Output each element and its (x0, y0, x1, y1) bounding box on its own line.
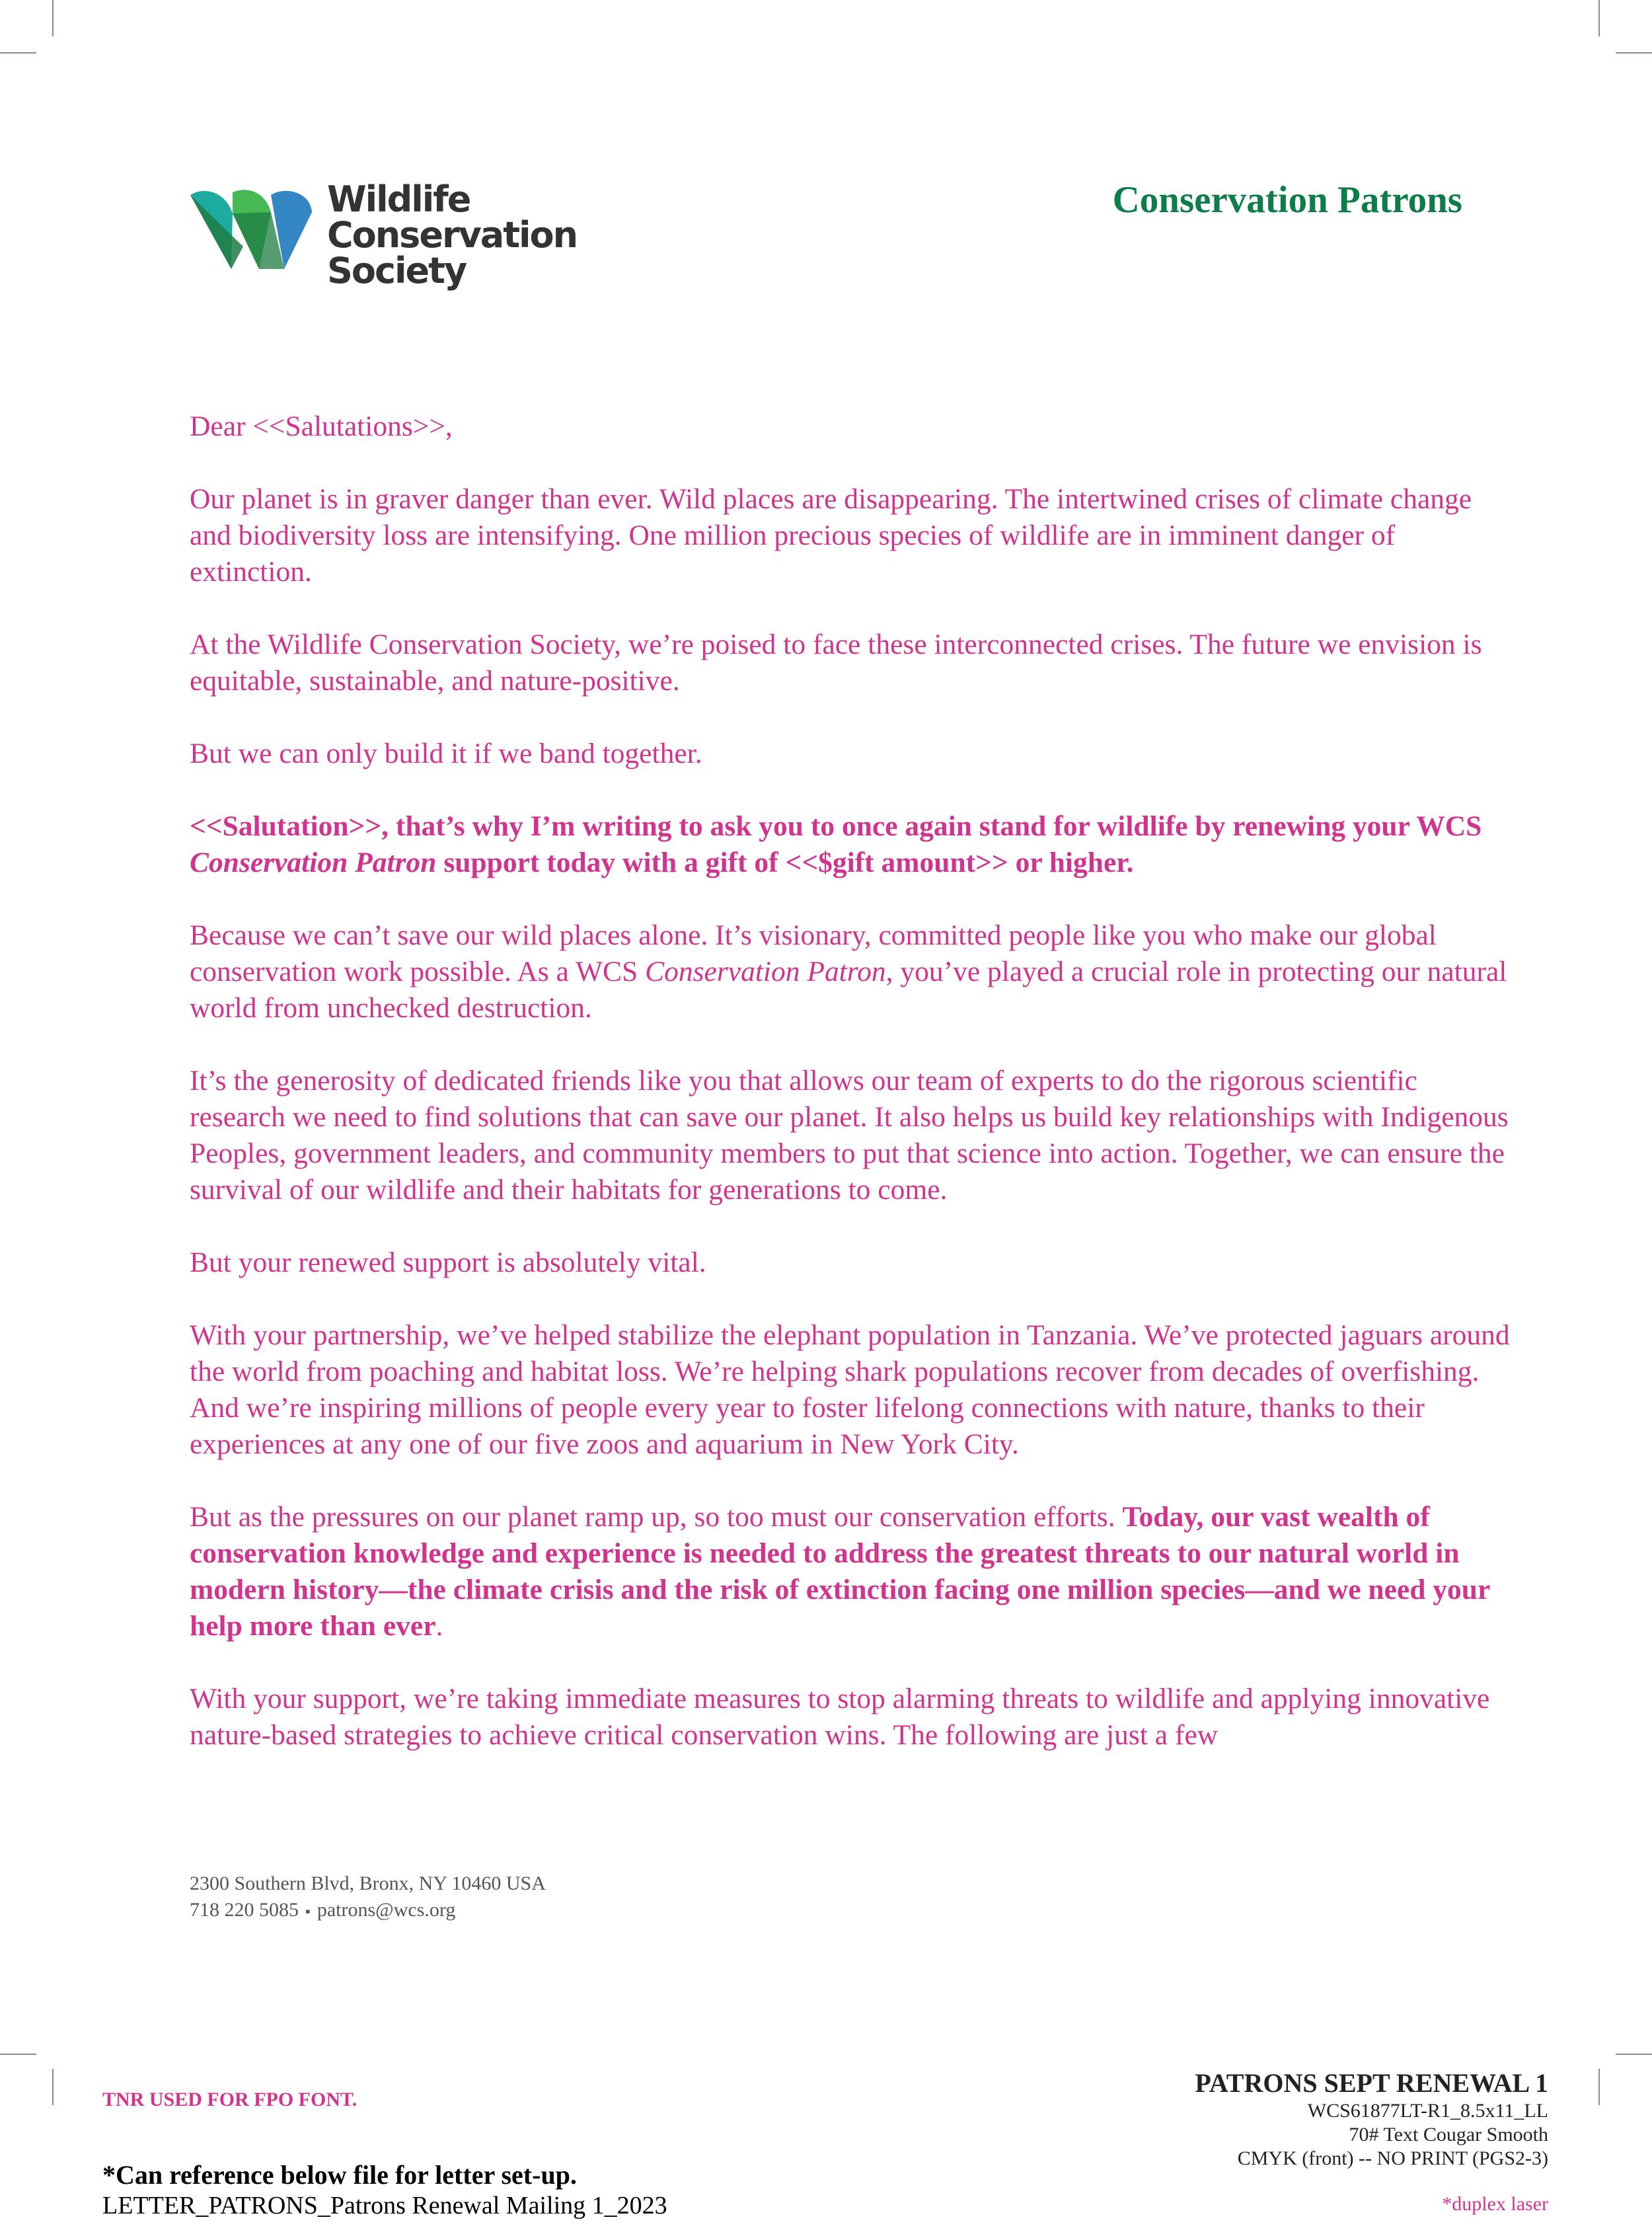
job-code: WCS61877LT-R1_8.5x11_LL (1307, 2100, 1548, 2122)
paragraph-9 (190, 1499, 1511, 1644)
appeal-program-name: Conservation Patron (190, 847, 437, 878)
crop-mark-top-right-horizontal (1616, 52, 1652, 54)
paragraph-4-appeal (190, 808, 1511, 881)
paragraph-7: But your renewed support is absolutely vital. (190, 1247, 706, 1278)
street-address: 2300 Southern Blvd, Bronx, NY 10460 USA (190, 1872, 546, 1894)
crop-mark-bottom-right-vertical (1598, 2069, 1600, 2105)
appeal-text-start: <<Salutation>>, that’s why I’m writing to ask you to once again stand for wildlife by renewing your WCS (190, 810, 1482, 842)
wcs-logo (185, 178, 578, 297)
paragraph-5-end: , you’ve played a crucial role in protecting our natural world from unchecked destruction. (190, 956, 1507, 1024)
job-title: PATRONS SEPT RENEWAL 1 (1195, 2068, 1548, 2098)
paragraph-5-program-name: Conservation Patron (645, 956, 886, 987)
paragraph-9-end: . (435, 1610, 443, 1642)
logo-word-2: Conservation (327, 214, 578, 256)
color-spec: CMYK (front) -- NO PRINT (PGS2-3) (1237, 2147, 1548, 2169)
job-info (1195, 2067, 1548, 2171)
salutation: Dear <<Salutations>>, (190, 410, 453, 442)
paragraph-9-start: But as the pressures on our planet ramp up, so too must our conservation efforts. (190, 1501, 1123, 1533)
appeal-text-end: support today with a gift of <<$gift amount>> or higher. (436, 847, 1134, 878)
letter-body (190, 408, 1511, 1790)
paragraph-5-start: Because we can’t save our wild places alone. It’s visionary, committed people like you who make our global conservation work possible. As a WCS (190, 919, 1437, 987)
paragraph-2: At the Wildlife Conservation Society, we’re poised to face these interconnected crises. The future we envision is equitable, sustainable, and nature-positive. (190, 629, 1482, 697)
paragraph-1: Our planet is in graver danger than ever. Wild places are disappearing. The intertwined crises of climate change and biodiversity loss are intensifying. One million precious species of wildlife are in imminent danger of extinction. (190, 483, 1472, 588)
logo-word-1: Wildlife (327, 178, 470, 220)
crop-mark-top-left-horizontal (0, 52, 36, 54)
separator-icon: ▪ (305, 1903, 311, 1920)
contact-line (190, 1897, 546, 1925)
setup-reference (102, 2160, 667, 2221)
crop-mark-top-left-vertical (52, 0, 54, 36)
paper-spec: 70# Text Cougar Smooth (1349, 2124, 1548, 2145)
paragraph-3: But we can only build it if we band together. (190, 738, 702, 769)
logo-word-3: Society (327, 250, 467, 291)
paragraph-10: With your support, we’re taking immediate measures to stop alarming threats to wildlife and applying innovative nature-based strategies to achieve critical conservation wins. The following are just a few (190, 1683, 1490, 1751)
setup-reference-note: *Can reference below file for letter set-up. (102, 2160, 577, 2190)
duplex-note: *duplex laser (1442, 2193, 1548, 2215)
fpo-font-note: TNR USED FOR FPO FONT. (102, 2089, 357, 2110)
program-title: Conservation Patrons (1112, 179, 1462, 221)
crop-mark-top-right-vertical (1598, 0, 1600, 36)
setup-file-name: LETTER_PATRONS_Patrons Renewal Mailing 1_2023 (102, 2192, 667, 2219)
email-address: patrons@wcs.org (317, 1899, 456, 1921)
crop-mark-bottom-left-horizontal (0, 2054, 36, 2055)
crop-mark-bottom-left-vertical (52, 2069, 54, 2105)
paragraph-5 (190, 917, 1511, 1026)
paragraph-8: With your partnership, we’ve helped stabilize the elephant population in Tanzania. We’ve protected jaguars around the world from poaching and habitat loss. We’re helping shark populations recover from decades of overfishing. And we’re inspiring millions of people every year to foster lifelong connections with nature, thanks to their experiences at any one of our five zoos and aquarium in New York City. (190, 1319, 1510, 1460)
logo-wordmark (327, 178, 578, 291)
paragraph-9-emphasis: Today, our vast wealth of conservation knowledge and experience is needed to address the greatest threats to our natural world in modern history—the climate crisis and the risk of extinction facing one million species—and we need your help more than ever (190, 1501, 1490, 1642)
wcs-w-mark-icon (185, 188, 317, 288)
crop-mark-bottom-right-horizontal (1616, 2054, 1652, 2055)
phone-number: 718 220 5085 (190, 1899, 299, 1921)
address-block (190, 1870, 546, 1925)
paragraph-6: It’s the generosity of dedicated friends like you that allows our team of experts to do the rigorous scientific research we need to find solutions that can save our planet. It also helps us build key relationships with Indigenous Peoples, government leaders, and community members to put that science into action. Together, we can ensure the survival of our wildlife and their habitats for generations to come. (190, 1065, 1509, 1206)
